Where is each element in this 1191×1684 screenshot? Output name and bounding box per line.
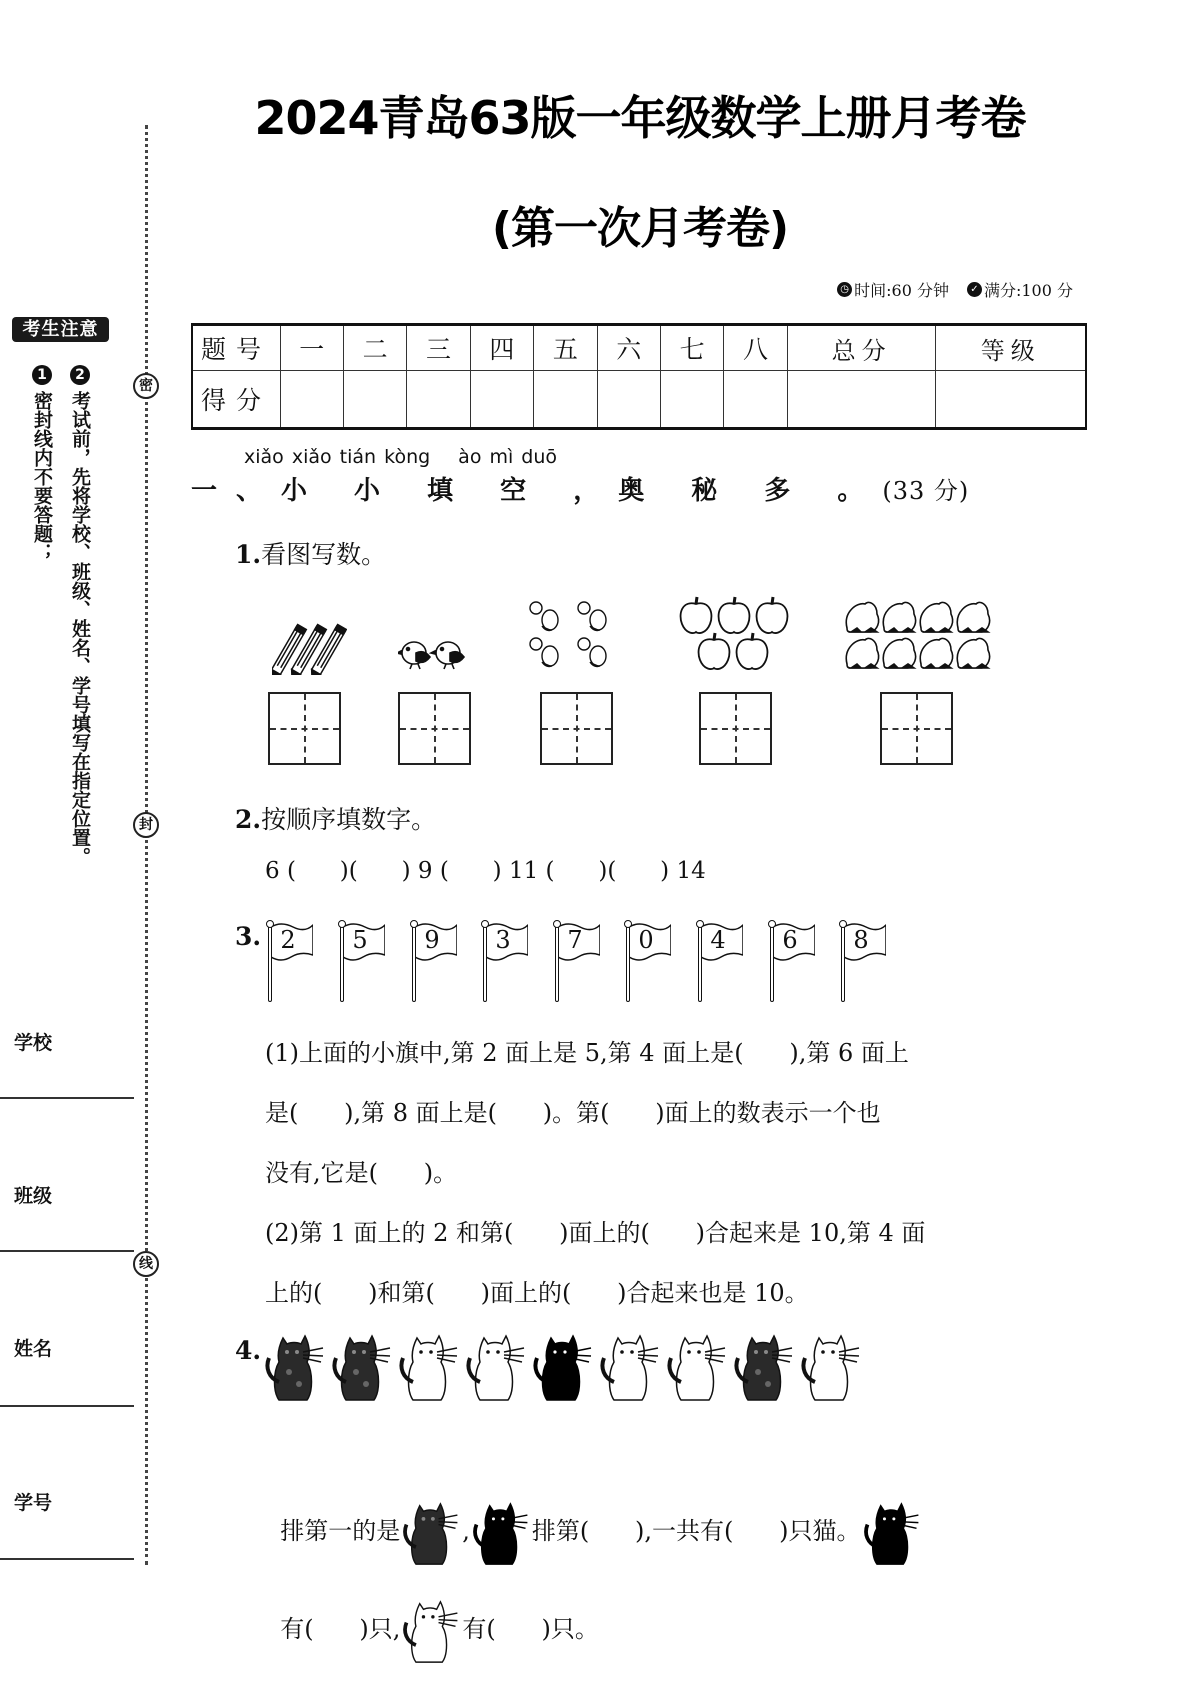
white-cat-icon [463, 1332, 529, 1402]
seal-mark-mi: 密 [133, 373, 159, 399]
flag-number: 7 [567, 926, 583, 954]
question-3-part-1-line-1[interactable]: (1)上面的小旗中,第 2 面上是 5,第 4 面上是( ),第 6 面上 [265, 1039, 909, 1067]
column-header: 七 [660, 325, 723, 371]
apples-picture [678, 596, 794, 672]
column-header: 一 [280, 325, 343, 371]
clock-icon: ◷ [837, 282, 852, 297]
answer-box-apples[interactable] [699, 692, 772, 765]
exam-meta [837, 278, 1073, 301]
black-cat-icon [861, 1500, 923, 1566]
spotted-cat-icon [731, 1332, 797, 1402]
class-underline [0, 1250, 134, 1252]
score-cell[interactable] [724, 371, 787, 429]
score-cell[interactable] [407, 371, 470, 429]
column-header-grade: 等级 [936, 325, 1086, 371]
full-score-label: 满分:100 分 [983, 281, 1073, 300]
question-3-part-1-line-2[interactable]: 是( ),第 8 面上是( )。第( )面上的数表示一个也 [265, 1099, 881, 1127]
score-cell[interactable] [660, 371, 723, 429]
answer-box-pencils[interactable] [268, 692, 341, 765]
flag [481, 920, 527, 1002]
notice-text-1: 密封线内不要答题； [31, 391, 53, 562]
white-cat-icon [798, 1332, 864, 1402]
flag-number: 8 [853, 926, 869, 954]
flag-number: 4 [710, 926, 726, 954]
column-header: 八 [724, 325, 787, 371]
spotted-cat-icon [262, 1332, 328, 1402]
question-4-line-2[interactable]: 有( )只, 有( )只。 [265, 1530, 599, 1664]
column-header-total: 总分 [787, 325, 936, 371]
score-cell[interactable] [534, 371, 597, 429]
question-4-line-1[interactable]: 排第一的是 , 排第( ),一共有( )只猫。 [265, 1432, 923, 1566]
notice-item-2 [67, 365, 93, 866]
flag [338, 920, 384, 1002]
pinyin-part-b: ào mì duō [458, 446, 558, 468]
question-3-part-2-line-1[interactable]: (2)第 1 面上的 2 和第( )面上的( )合起来是 10,第 4 面 [265, 1219, 926, 1247]
score-cell-total[interactable] [787, 371, 936, 429]
black-cat-icon [530, 1332, 596, 1402]
seal-mark-xian: 线 [133, 1251, 159, 1277]
school-underline [0, 1097, 134, 1099]
score-cell[interactable] [597, 371, 660, 429]
answer-box-bees[interactable] [540, 692, 613, 765]
class-field[interactable] [0, 1181, 134, 1231]
chicks-picture [398, 635, 470, 671]
score-cell-grade[interactable] [936, 371, 1086, 429]
white-cat-icon [396, 1332, 462, 1402]
school-label: 学校 [14, 1032, 53, 1054]
pencils-picture [272, 620, 347, 675]
flag [553, 920, 599, 1002]
student-id-underline [0, 1558, 134, 1560]
question-1-title: 1.看图写数。 [235, 540, 387, 569]
cats-row [262, 1332, 882, 1407]
student-id-label: 学号 [14, 1492, 53, 1514]
class-label: 班级 [14, 1185, 53, 1207]
score-cell[interactable] [343, 371, 406, 429]
question-3-number: 3. [235, 922, 262, 951]
column-header: 五 [534, 325, 597, 371]
flag-number: 5 [352, 926, 368, 954]
number-1-icon: 1 [32, 365, 52, 385]
pinyin-part-a: xiǎo xiǎo tián kòng [244, 446, 431, 468]
flag [839, 920, 885, 1002]
column-header: 三 [407, 325, 470, 371]
question-3-part-1-line-3[interactable]: 没有,它是( )。 [265, 1159, 458, 1187]
column-header: 六 [597, 325, 660, 371]
student-id-field[interactable] [0, 1488, 134, 1538]
notice-badge: 考生注意 [12, 317, 109, 342]
score-table [191, 323, 1087, 430]
question-3-part-2-line-2[interactable]: 上的( )和第( )面上的( )合起来也是 10。 [265, 1279, 809, 1307]
page-subtitle: (第一次月考卷) [491, 203, 789, 254]
flag [696, 920, 742, 1002]
section-heading [191, 470, 969, 507]
white-cat-icon [400, 1598, 462, 1664]
school-field[interactable] [0, 1028, 134, 1078]
notice-text-2: 考试前，先将学校、班级、姓名、学号填写在指定位置。 [69, 391, 91, 866]
score-table-score-row [192, 371, 1086, 429]
white-cat-icon [597, 1332, 663, 1402]
question-2-title: 2.按顺序填数字。 [235, 805, 437, 834]
score-cell[interactable] [470, 371, 533, 429]
score-info [967, 278, 1073, 301]
name-underline [0, 1405, 134, 1407]
number-sequence[interactable]: 6 ( )( ) 9 ( ) 11 ( )( ) 14 [265, 858, 706, 884]
flag [768, 920, 814, 1002]
spotted-cat-icon [329, 1332, 395, 1402]
seal-dotted-line [145, 125, 148, 1565]
flag-number: 6 [782, 926, 798, 954]
name-field[interactable] [0, 1334, 134, 1384]
notice-item-1 [29, 365, 55, 562]
column-header: 四 [470, 325, 533, 371]
page-title: 2024青岛63版一年级数学上册月考卷 [254, 91, 1026, 145]
flag-number: 0 [638, 926, 654, 954]
flag-number: 2 [280, 926, 296, 954]
row-header-score: 得分 [192, 371, 280, 429]
seal-mark-feng: 封 [133, 812, 159, 838]
white-cat-icon [664, 1332, 730, 1402]
name-label: 姓名 [14, 1338, 53, 1360]
flag-number: 3 [495, 926, 511, 954]
flag-number: 9 [424, 926, 440, 954]
section-points: (33 分) [882, 477, 970, 505]
flag [410, 920, 456, 1002]
flags-row [266, 920, 906, 1002]
time-info [837, 278, 949, 301]
section-pinyin [244, 446, 557, 468]
question-4-number: 4. [235, 1336, 262, 1365]
answer-box-chicks[interactable] [398, 692, 471, 765]
number-2-icon: 2 [70, 365, 90, 385]
answer-box-peaches[interactable] [880, 692, 953, 765]
bees-picture [528, 598, 616, 672]
column-header: 二 [343, 325, 406, 371]
check-circle-icon: ✓ [967, 282, 982, 297]
score-cell[interactable] [280, 371, 343, 429]
peaches-picture [843, 598, 991, 672]
flag [266, 920, 312, 1002]
flag [624, 920, 670, 1002]
time-label: 时间:60 分钟 [854, 281, 949, 300]
row-header-question-number: 题号 [192, 325, 280, 371]
section-heading-text: 一、小 小 填 空 ，奥 秘 多 。 [191, 476, 883, 506]
score-table-header-row [192, 325, 1086, 371]
